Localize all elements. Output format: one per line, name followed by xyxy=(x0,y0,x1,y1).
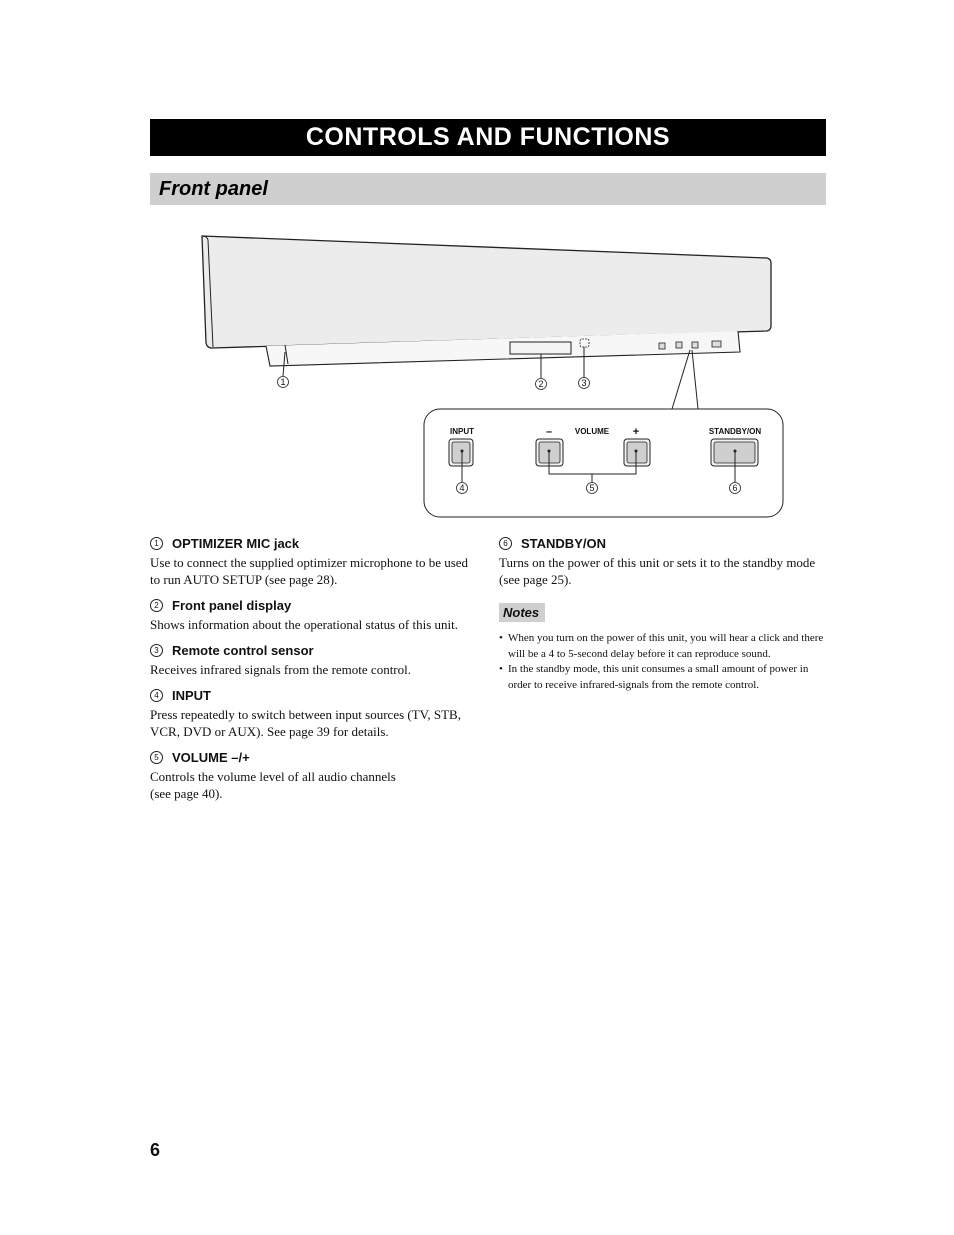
callout-2 xyxy=(536,379,547,390)
svg-text:5: 5 xyxy=(589,483,595,493)
svg-text:1: 1 xyxy=(280,377,286,387)
item-title: VOLUME –/+ xyxy=(172,750,250,765)
svg-text:3: 3 xyxy=(581,378,587,388)
item-title: Remote control sensor xyxy=(172,643,314,658)
note-item: • When you turn on the power of this unit, you will hear a click and there will be a 4 to 5-second delay before it can reproduce sound. xyxy=(499,631,825,662)
section-title: Front panel xyxy=(159,178,268,200)
item-optimizer-mic xyxy=(150,535,470,588)
item-volume xyxy=(150,749,470,802)
callout-3 xyxy=(579,378,590,389)
item-heading xyxy=(499,535,825,552)
item-number: 5 xyxy=(150,751,163,764)
page-number: 6 xyxy=(150,1140,161,1160)
callout-5 xyxy=(587,483,598,494)
volume-plus-button xyxy=(624,439,650,466)
svg-text:4: 4 xyxy=(459,483,465,493)
descriptions-right-column xyxy=(499,535,825,693)
input-button xyxy=(449,439,473,466)
volume-plus-label: + xyxy=(632,426,640,438)
front-panel-diagram xyxy=(0,0,954,540)
item-number: 2 xyxy=(150,599,163,612)
item-front-panel-display xyxy=(150,597,470,633)
descriptions-left-column xyxy=(150,535,470,811)
item-number: 4 xyxy=(150,689,163,702)
unit-illustration xyxy=(202,236,771,366)
item-title: Front panel display xyxy=(172,598,292,613)
item-title: INPUT xyxy=(172,688,211,703)
item-description: Use to connect the supplied optimizer microphone to be used to run AUTO SETUP (see page 28). xyxy=(150,555,469,587)
item-number: 6 xyxy=(499,537,512,550)
unit-button xyxy=(712,341,721,347)
notes-list xyxy=(499,631,825,693)
svg-text:2: 2 xyxy=(538,379,544,389)
volume-label: VOLUME xyxy=(574,427,610,436)
callout-1 xyxy=(278,377,289,388)
item-description: Receives infrared signals from the remote control. xyxy=(150,662,411,677)
item-title: OPTIMIZER MIC jack xyxy=(172,536,300,551)
item-description: Controls the volume level of all audio channels (see page 40). xyxy=(150,769,396,801)
item-title: STANDBY/ON xyxy=(521,536,606,551)
volume-minus-label: – xyxy=(545,426,553,438)
item-remote-sensor xyxy=(150,642,470,678)
item-number: 1 xyxy=(150,537,163,550)
item-description: Turns on the power of this unit or sets it to the standby mode (see page 25). xyxy=(499,555,816,587)
item-heading xyxy=(150,535,470,552)
item-input xyxy=(150,687,470,740)
item-number: 3 xyxy=(150,644,163,657)
notes-label: Notes xyxy=(499,603,545,622)
unit-button xyxy=(659,343,665,349)
front-panel-display xyxy=(510,342,571,354)
item-description: Press repeatedly to switch between input sources (TV, STB, VCR, DVD or AUX). See page 39 for details. xyxy=(150,707,461,739)
unit-button xyxy=(692,342,698,348)
input-label: INPUT xyxy=(450,427,474,436)
item-standby xyxy=(499,535,825,588)
item-description: Shows information about the operational status of this unit. xyxy=(150,617,458,632)
callout-6 xyxy=(730,483,741,494)
svg-text:6: 6 xyxy=(732,483,738,493)
button-zoom-box xyxy=(424,409,783,517)
note-item: • In the standby mode, this unit consumes a small amount of power in order to receive infrared-signals from the remote control. xyxy=(499,662,825,693)
item-heading xyxy=(150,749,470,766)
item-heading xyxy=(150,597,470,614)
item-heading xyxy=(150,642,470,659)
callout-4 xyxy=(457,483,468,494)
page-title: CONTROLS AND FUNCTIONS xyxy=(150,119,826,156)
standby-label: STANDBY/ON xyxy=(708,427,762,436)
item-heading xyxy=(150,687,470,704)
unit-button xyxy=(676,342,682,348)
